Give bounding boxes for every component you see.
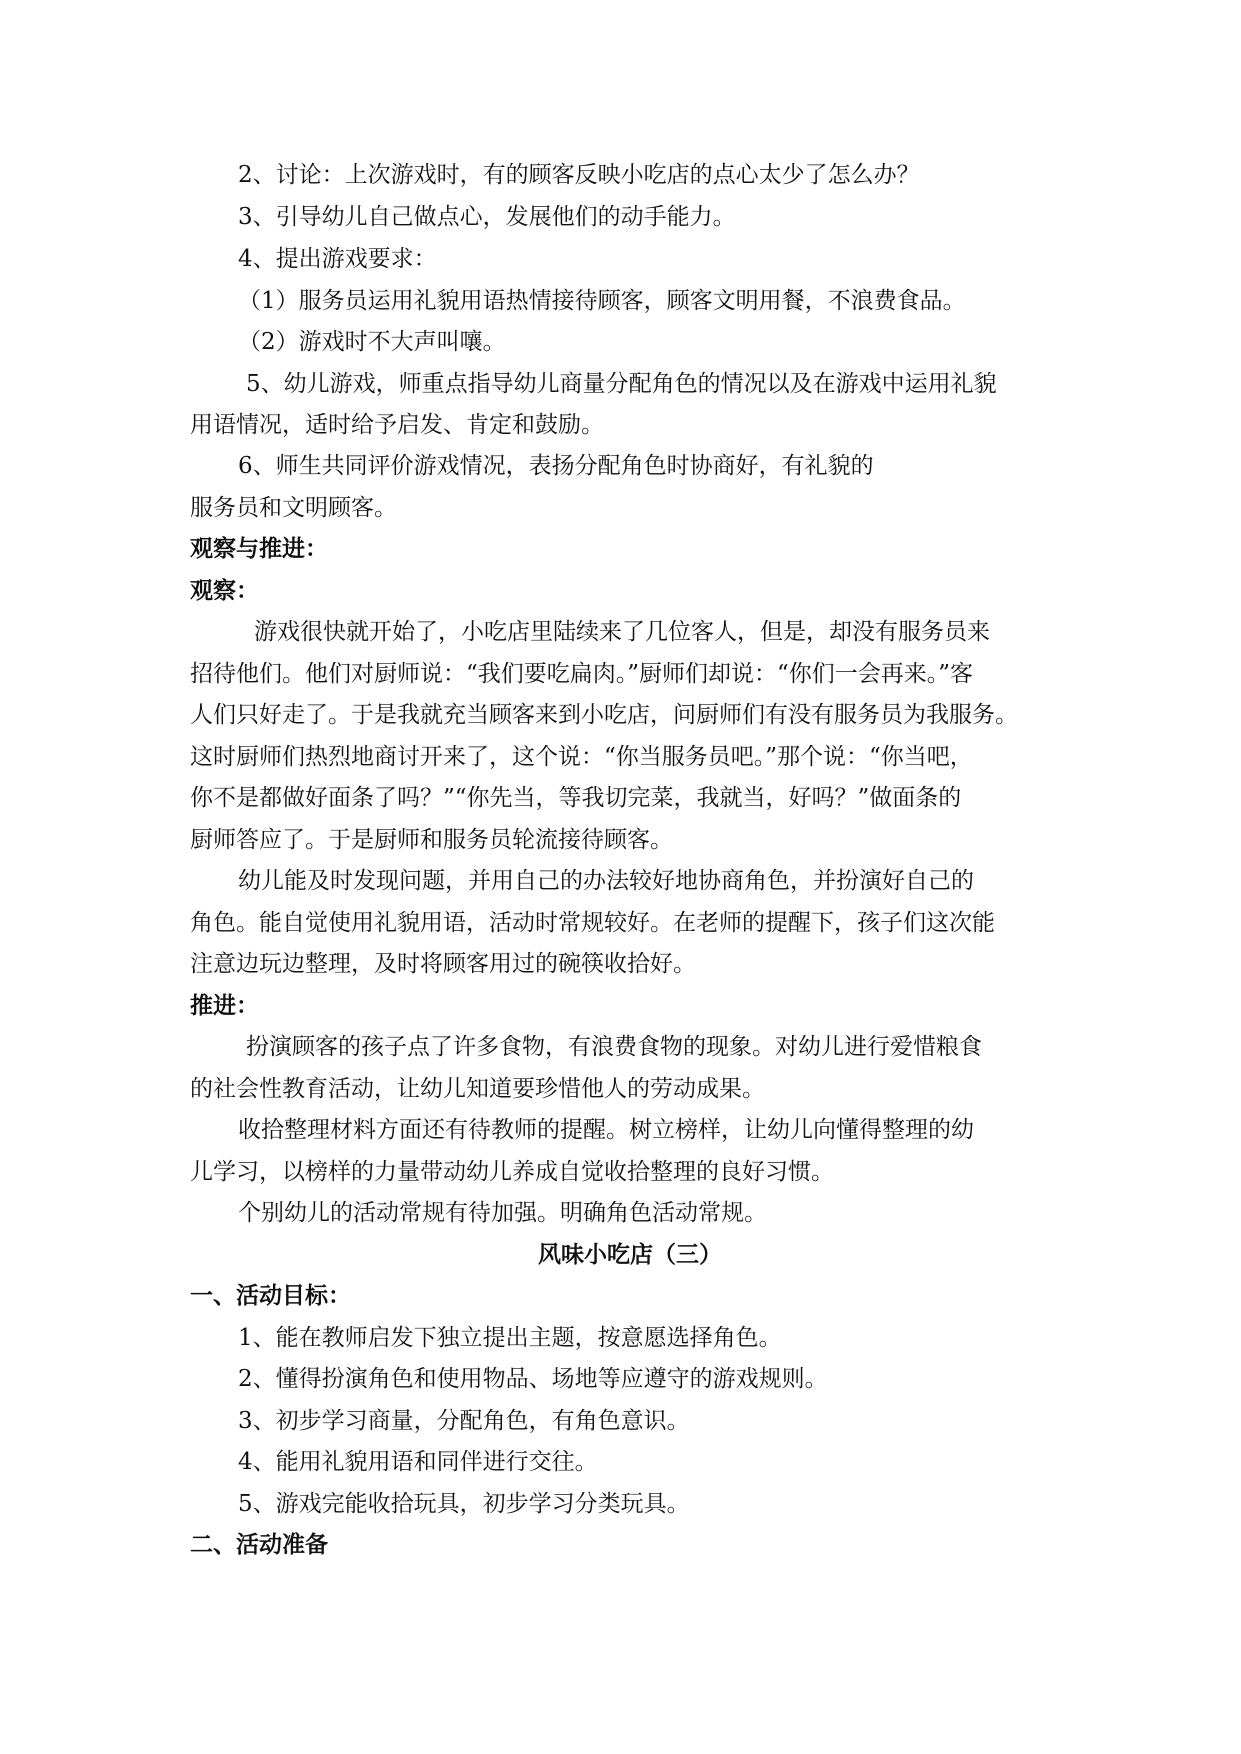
goal-1: 1、能在教师启发下独立提出主题，按意愿选择角色。 [238,1325,782,1351]
step-3-guide: 3、引导幼儿自己做点心，发展他们的动手能力。 [238,204,736,230]
observe-paragraph-1-line-6: 厨师答应了。于是厨师和服务员轮流接待顾客。 [190,827,673,853]
goal-3: 3、初步学习商量，分配角色，有角色意识。 [238,1408,690,1434]
step-6-evaluate-line-2: 服务员和文明顾客。 [190,495,397,521]
section-heading-preparation: 二、活动准备 [190,1532,328,1558]
requirement-1: （1）服务员运用礼貌用语热情接待顾客，顾客文明用餐，不浪费食品。 [238,288,966,314]
section-heading-observe-advance: 观察与推进： [190,536,328,562]
goal-5: 5、游戏完能收拾玩具，初步学习分类玩具。 [238,1491,690,1517]
observe-paragraph-1-line-2: 招待他们。他们对厨师说：“我们要吃扁肉。”厨师们却说：“你们一会再来。”客 [190,661,974,687]
step-5-play-line-1: 5、幼儿游戏，师重点指导幼儿商量分配角色的情况以及在游戏中运用礼貌 [246,371,997,397]
activity-title: 风味小吃店（三） [538,1242,722,1268]
observe-paragraph-2-line-2: 角色。能自觉使用礼貌用语，活动时常规较好。在老师的提醒下，孩子们这次能 [190,910,995,936]
advance-paragraph-2-line-2: 儿学习，以榜样的力量带动幼儿养成自觉收拾整理的良好习惯。 [190,1159,834,1185]
goal-4: 4、能用礼貌用语和同伴进行交往。 [238,1449,598,1475]
advance-paragraph-3: 个别幼儿的活动常规有待加强。明确角色活动常规。 [238,1200,767,1226]
requirement-2: （2）游戏时不大声叫嚷。 [238,329,506,355]
advance-paragraph-1-line-1: 扮演顾客的孩子点了许多食物，有浪费食物的现象。对幼儿进行爱惜粮食 [246,1034,982,1060]
step-6-evaluate-line-1: 6、师生共同评价游戏情况，表扬分配角色时协商好，有礼貌的 [238,453,874,479]
section-heading-goals: 一、活动目标： [190,1283,351,1309]
observe-paragraph-1-line-3: 人们只好走了。于是我就充当顾客来到小吃店，问厨师们有没有服务员为我服务。 [190,702,1018,728]
subheading-observe: 观察： [190,578,259,604]
advance-paragraph-2-line-1: 收拾整理材料方面还有待教师的提醒。树立榜样，让幼儿向懂得整理的幼 [238,1117,974,1143]
step-2-discussion: 2、讨论：上次游戏时，有的顾客反映小吃店的点心太少了怎么办？ [238,162,920,188]
observe-paragraph-2-line-3: 注意边玩边整理，及时将顾客用过的碗筷收拾好。 [190,951,696,977]
advance-paragraph-1-line-2: 的社会性教育活动，让幼儿知道要珍惜他人的劳动成果。 [190,1076,765,1102]
observe-paragraph-2-line-1: 幼儿能及时发现问题，并用自己的办法较好地协商角色，并扮演好自己的 [238,868,974,894]
goal-2: 2、懂得扮演角色和使用物品、场地等应遵守的游戏规则。 [238,1366,828,1392]
observe-paragraph-1-line-5: 你不是都做好面条了吗？”“你先当，等我切完菜，我就当，好吗？”做面条的 [190,785,962,811]
step-4-requirements: 4、提出游戏要求： [238,246,437,272]
step-5-play-line-2: 用语情况，适时给予启发、肯定和鼓励。 [190,412,604,438]
observe-paragraph-1-line-4: 这时厨师们热烈地商讨开来了，这个说：“你当服务员吧。”那个说：“你当吧， [190,744,973,770]
observe-paragraph-1-line-1: 游戏很快就开始了，小吃店里陆续来了几位客人，但是，却没有服务员来 [254,619,990,645]
subheading-advance: 推进： [190,993,259,1019]
